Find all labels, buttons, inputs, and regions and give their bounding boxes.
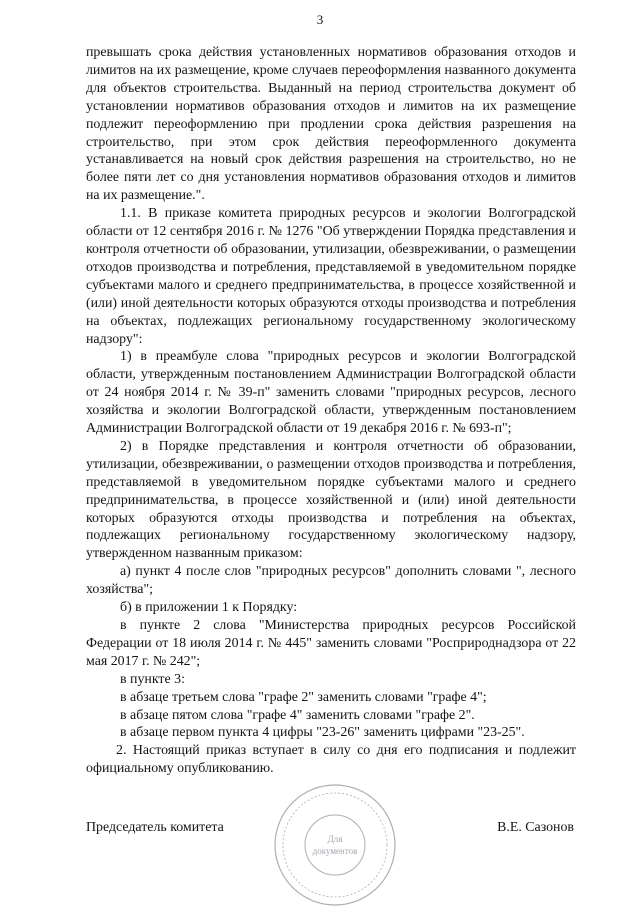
paragraph-point-4: в абзаце первом пункта 4 цифры "23-26" заменить цифрами "23-25". — [120, 725, 525, 741]
signatory-name: В.Е. Сазонов — [497, 820, 574, 835]
paragraph-continuation: превышать срока действия установленных нормативов образования отходов и лимитов на их размещение, кроме случаев переоформления названного документа для объектов строительства. Выданный на период строительства документ об установлении нормативов образования отходов и лимитов на их размещение подлежит переоформлению при продлении срока действия разрешения на строительство, при этом срок действия переоформленного документа устанавливается на новый срок действия разрешения на строительство, но не более пяти лет со дня установления нормативов образования отходов и лимитов на их размещение.". — [86, 45, 576, 204]
paragraph-abzac-5: в абзаце пятом слова "графе 4" заменить словами "графе 2". — [120, 707, 475, 723]
stamp-seal-icon — [270, 780, 400, 910]
document-body — [86, 44, 576, 778]
paragraph-2: 2. Настоящий приказ вступает в силу со дня его подписания и подлежит официальному опубликованию. — [86, 743, 576, 777]
paragraph-1-1: 1.1. В приказе комитета природных ресурсов и экологии Волгоградской области от 12 сентября 2016 г. № 1276 "Об утверждении Порядка представления и контроля отчетности об образовании, утилизации, обезвреживании, о размещении отходов производства и потребления, представляемой в уведомительном порядке субъектами малого и среднего предпринимательства, в процессе хозяйственной и (или) иной деятельности которых образуются отходы производства и потребления на объектах, подлежащих региональному государственному экологическому надзору": — [86, 206, 576, 347]
signatory-position: Председатель комитета — [86, 820, 224, 835]
paragraph-item-b: б) в приложении 1 к Порядку: — [120, 600, 298, 616]
paragraph-point-2: в пункте 2 слова "Министерства природных ресурсов Российской Федерации от 18 июля 2014 г. № 445" заменить словами "Росприроднадзора от 22 мая 2017 г. № 242"; — [86, 618, 576, 669]
paragraph-abzac-3: в абзаце третьем слова "графе 2" заменить словами "графе 4"; — [120, 689, 487, 705]
paragraph-item-1: 1) в преамбуле слова "природных ресурсов и экологии Волгоградской области, утвержденным постановлением Администрации Волгоградской области от 24 ноября 2014 г. № 39-п" заменить словами "природных ресурсов, лесного хозяйства и экологии Волгоградской области, утвержденным постановлением Администрации Волгоградской области от 19 декабря 2016 г. № 693-п"; — [86, 349, 576, 437]
paragraph-item-a: а) пункт 4 после слов "природных ресурсов" дополнить словами ", лесного хозяйства"; — [86, 564, 576, 598]
paragraph-item-2: 2) в Порядке представления и контроля отчетности об образовании, утилизации, обезвреживании, о размещении отходов производства и потребления, представляемой в уведомительном порядке субъектами малого и среднего предпринимательства, в процессе хозяйственной и (или) иной деятельности которых образуются отходы производства и потребления на объектах, подлежащих региональному государственному экологическому надзору, утвержденном названным приказом: — [86, 438, 576, 562]
paragraph-point-3: в пункте 3: — [120, 671, 185, 687]
page-number: 3 — [316, 12, 324, 27]
stamp-text-line1: Для — [327, 834, 343, 844]
stamp-text-line2: документов — [312, 846, 358, 856]
